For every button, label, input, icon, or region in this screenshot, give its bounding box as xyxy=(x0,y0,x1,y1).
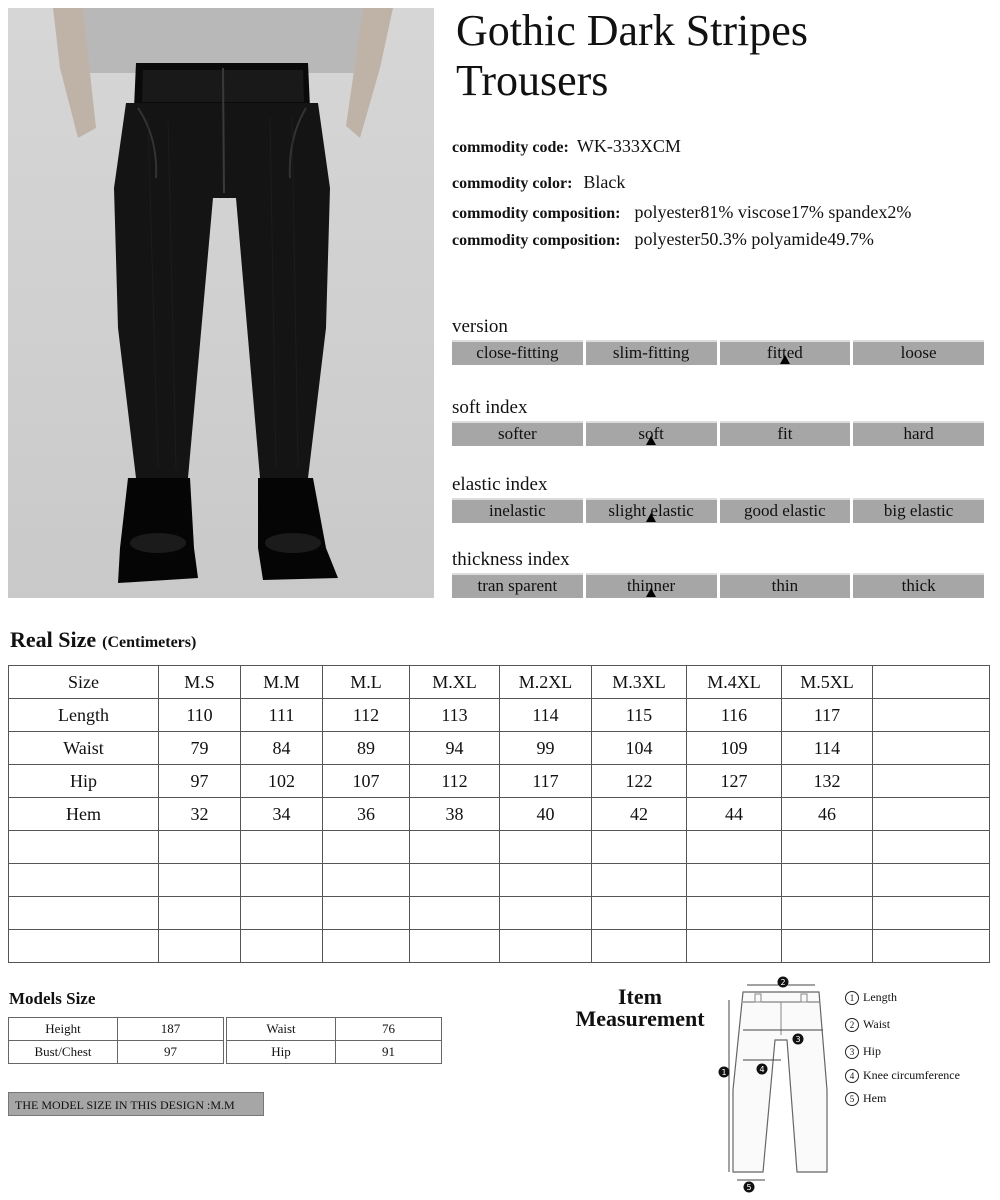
size-cell: 44 xyxy=(687,798,782,831)
size-cell: 84 xyxy=(241,732,323,765)
size-cell xyxy=(687,831,782,864)
legend-number: 5 xyxy=(845,1092,859,1106)
spec-color xyxy=(452,172,625,193)
diagram-marker-label: 4 xyxy=(759,1065,765,1074)
table-row xyxy=(9,765,990,798)
version-option: loose xyxy=(853,340,984,365)
size-cell: 132 xyxy=(782,765,873,798)
size-cell xyxy=(500,930,592,963)
size-cell xyxy=(159,930,241,963)
spec-label: commodity composition: xyxy=(452,205,621,222)
size-cell: 113 xyxy=(410,699,500,732)
thickness-index-title: thickness index xyxy=(452,549,570,570)
model-metric-label: Height xyxy=(9,1018,118,1041)
table-row xyxy=(227,1018,442,1041)
trousers-photo-illustration xyxy=(8,8,434,598)
table-row xyxy=(9,798,990,831)
size-cell xyxy=(323,864,410,897)
size-cell xyxy=(241,864,323,897)
spec-code xyxy=(452,136,681,157)
size-cell: 40 xyxy=(500,798,592,831)
elastic-option: good elastic xyxy=(720,498,851,523)
size-cell: 109 xyxy=(687,732,782,765)
size-cell xyxy=(323,897,410,930)
size-cell: 111 xyxy=(241,699,323,732)
size-cell: 115 xyxy=(592,699,687,732)
spec-composition-2 xyxy=(452,229,874,250)
model-size-note: THE MODEL SIZE IN THIS DESIGN :M.M xyxy=(8,1092,264,1116)
legend-number: 2 xyxy=(845,1018,859,1032)
product-title xyxy=(456,6,976,106)
size-cell xyxy=(410,831,500,864)
table-row xyxy=(9,897,990,930)
legend-label: Length xyxy=(863,990,897,1004)
table-row xyxy=(9,864,990,897)
size-cell xyxy=(592,864,687,897)
version-index-bar xyxy=(452,340,984,365)
version-option: close-fitting xyxy=(452,340,583,365)
legend-number: 4 xyxy=(845,1069,859,1083)
model-metric-label: Hip xyxy=(227,1041,336,1064)
spec-value: polyester81% viscose17% spandex2% xyxy=(634,202,912,222)
size-cell: M.M xyxy=(241,666,323,699)
size-cell: 112 xyxy=(323,699,410,732)
legend-label: Waist xyxy=(863,1017,891,1031)
product-title-line-1: Gothic Dark Stripes xyxy=(456,6,808,55)
real-size-title: Real Size xyxy=(10,627,97,652)
legend-item xyxy=(845,1091,886,1106)
trousers-measurement-diagram xyxy=(715,970,840,1195)
table-row xyxy=(227,1041,442,1064)
elastic-index-title: elastic index xyxy=(452,474,548,495)
real-size-unit: (Centimeters) xyxy=(102,634,197,651)
soft-option: fit xyxy=(720,421,851,446)
size-cell: 112 xyxy=(410,765,500,798)
diagram-marker-label: 3 xyxy=(795,1035,801,1044)
soft-index-bar xyxy=(452,421,984,446)
size-cell: M.5XL xyxy=(782,666,873,699)
size-cell xyxy=(873,732,990,765)
model-size-table-left xyxy=(8,1017,224,1064)
item-measurement-title-line-1: Item xyxy=(618,984,662,1009)
thickness-option: thin xyxy=(720,573,851,598)
size-cell: M.3XL xyxy=(592,666,687,699)
size-cell: M.2XL xyxy=(500,666,592,699)
size-cell xyxy=(500,897,592,930)
size-cell xyxy=(159,864,241,897)
size-cell: 46 xyxy=(782,798,873,831)
size-cell: 97 xyxy=(159,765,241,798)
model-metric-value: 91 xyxy=(336,1041,442,1064)
spec-value: Black xyxy=(583,172,626,192)
table-row xyxy=(9,930,990,963)
elastic-index xyxy=(452,474,984,523)
size-cell xyxy=(782,864,873,897)
thickness-option: thick xyxy=(853,573,984,598)
table-row xyxy=(9,831,990,864)
size-cell xyxy=(241,831,323,864)
size-cell: 114 xyxy=(500,699,592,732)
thickness-option: tran sparent xyxy=(452,573,583,598)
model-size-table-right xyxy=(226,1017,442,1064)
size-cell xyxy=(873,765,990,798)
legend-item xyxy=(845,990,897,1005)
size-row-label xyxy=(9,831,159,864)
size-cell: 104 xyxy=(592,732,687,765)
size-cell xyxy=(873,666,990,699)
size-cell xyxy=(592,897,687,930)
legend-number: 3 xyxy=(845,1045,859,1059)
legend-number: 1 xyxy=(845,991,859,1005)
model-metric-value: 76 xyxy=(336,1018,442,1041)
size-cell xyxy=(241,897,323,930)
model-metric-label: Bust/Chest xyxy=(9,1041,118,1064)
size-cell xyxy=(500,864,592,897)
spec-composition-1 xyxy=(452,202,911,223)
size-cell xyxy=(159,897,241,930)
real-size-heading xyxy=(10,627,196,653)
item-measurement-title xyxy=(560,986,720,1030)
size-cell: M.XL xyxy=(410,666,500,699)
size-row-label: Length xyxy=(9,699,159,732)
soft-index xyxy=(452,397,984,446)
thickness-option: thinner xyxy=(586,573,717,598)
models-size-title: Models Size xyxy=(9,989,96,1008)
size-cell xyxy=(410,930,500,963)
size-cell: 99 xyxy=(500,732,592,765)
size-cell xyxy=(323,930,410,963)
size-cell xyxy=(592,831,687,864)
size-row-label: Hem xyxy=(9,798,159,831)
size-cell: 107 xyxy=(323,765,410,798)
size-row-label: Waist xyxy=(9,732,159,765)
size-cell xyxy=(592,930,687,963)
size-cell: 102 xyxy=(241,765,323,798)
spec-value: WK-333XCM xyxy=(576,136,681,156)
version-option: slim-fitting xyxy=(586,340,717,365)
size-cell xyxy=(873,831,990,864)
size-cell xyxy=(873,897,990,930)
version-index xyxy=(452,316,984,365)
elastic-selected-marker xyxy=(646,513,656,522)
elastic-option: inelastic xyxy=(452,498,583,523)
spec-value: polyester50.3% polyamide49.7% xyxy=(634,229,874,249)
size-cell: 79 xyxy=(159,732,241,765)
size-cell xyxy=(782,930,873,963)
size-row-label: Hip xyxy=(9,765,159,798)
size-cell: 114 xyxy=(782,732,873,765)
model-metric-value: 187 xyxy=(118,1018,224,1041)
size-cell xyxy=(782,831,873,864)
size-cell: 110 xyxy=(159,699,241,732)
size-cell xyxy=(410,864,500,897)
size-cell xyxy=(241,930,323,963)
size-cell: 34 xyxy=(241,798,323,831)
soft-selected-marker xyxy=(646,436,656,445)
size-cell xyxy=(873,930,990,963)
size-cell: M.4XL xyxy=(687,666,782,699)
product-photo xyxy=(8,8,434,598)
soft-index-title: soft index xyxy=(452,397,528,418)
size-cell xyxy=(500,831,592,864)
size-cell xyxy=(687,864,782,897)
model-metric-label: Waist xyxy=(227,1018,336,1041)
size-cell: 38 xyxy=(410,798,500,831)
thickness-selected-marker xyxy=(646,588,656,597)
size-table xyxy=(8,665,990,963)
size-row-label xyxy=(9,930,159,963)
version-option: fitted xyxy=(720,340,851,365)
version-selected-marker xyxy=(780,355,790,364)
size-cell: 117 xyxy=(500,765,592,798)
legend-item xyxy=(845,1044,881,1059)
size-row-label xyxy=(9,864,159,897)
item-measurement-title-line-2: Measurement xyxy=(575,1006,705,1031)
size-cell: 89 xyxy=(323,732,410,765)
size-cell xyxy=(873,699,990,732)
size-cell xyxy=(687,930,782,963)
size-cell: M.L xyxy=(323,666,410,699)
size-cell: 117 xyxy=(782,699,873,732)
soft-option: soft xyxy=(586,421,717,446)
size-cell: 116 xyxy=(687,699,782,732)
size-cell xyxy=(410,897,500,930)
size-cell: 94 xyxy=(410,732,500,765)
thickness-index-bar xyxy=(452,573,984,598)
soft-option: hard xyxy=(853,421,984,446)
table-row xyxy=(9,732,990,765)
size-row-label xyxy=(9,897,159,930)
table-row xyxy=(9,1018,224,1041)
spec-label: commodity composition: xyxy=(452,232,621,249)
size-cell xyxy=(159,831,241,864)
size-cell: 32 xyxy=(159,798,241,831)
thickness-index xyxy=(452,549,984,598)
table-row xyxy=(9,1041,224,1064)
spec-label: commodity color: xyxy=(452,175,573,192)
diagram-marker-label: 5 xyxy=(746,1183,752,1192)
legend-label: Hem xyxy=(863,1091,887,1105)
version-index-title: version xyxy=(452,316,508,337)
size-cell: 42 xyxy=(592,798,687,831)
size-cell xyxy=(782,897,873,930)
legend-item xyxy=(845,1017,890,1032)
model-metric-value: 97 xyxy=(118,1041,224,1064)
diagram-marker-label: 2 xyxy=(780,978,786,987)
elastic-option: big elastic xyxy=(853,498,984,523)
size-cell xyxy=(873,864,990,897)
legend-label: Knee circumference xyxy=(863,1068,960,1082)
legend-label: Hip xyxy=(863,1044,881,1058)
spec-label: commodity code: xyxy=(452,139,569,156)
legend-item xyxy=(845,1068,960,1083)
elastic-option: slight elastic xyxy=(586,498,717,523)
size-cell: 127 xyxy=(687,765,782,798)
size-cell: M.S xyxy=(159,666,241,699)
elastic-index-bar xyxy=(452,498,984,523)
size-cell xyxy=(687,897,782,930)
size-table-header-row xyxy=(9,666,990,699)
size-cell: 36 xyxy=(323,798,410,831)
soft-option: softer xyxy=(452,421,583,446)
table-row xyxy=(9,699,990,732)
size-cell: 122 xyxy=(592,765,687,798)
size-cell xyxy=(323,831,410,864)
diagram-marker-label: 1 xyxy=(721,1068,727,1077)
size-row-label: Size xyxy=(9,666,159,699)
size-cell xyxy=(873,798,990,831)
product-title-line-2: Trousers xyxy=(456,56,609,105)
